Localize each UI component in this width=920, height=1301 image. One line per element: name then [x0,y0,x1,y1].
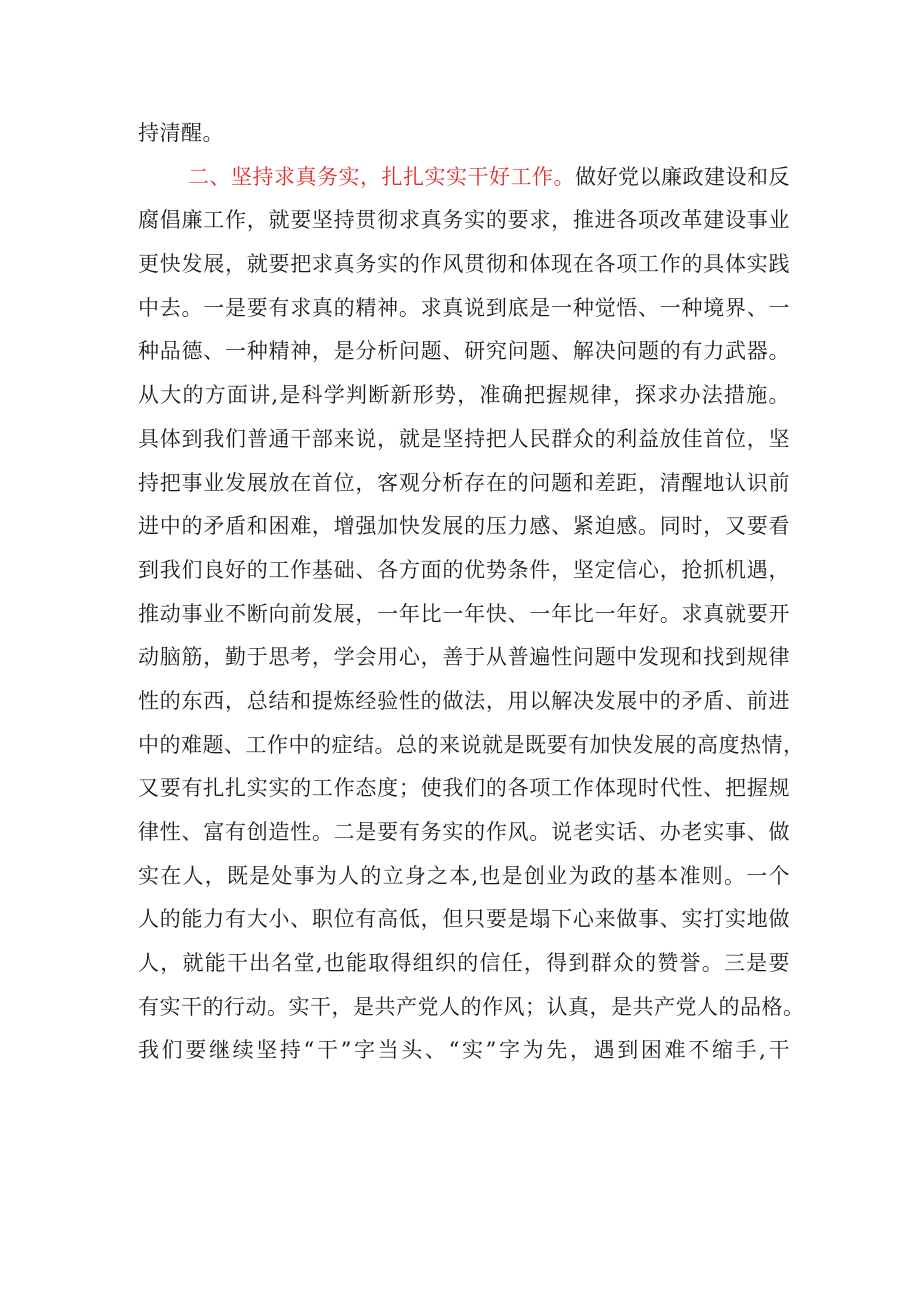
text-line: 中去。一是要有求真的精神。求真说到底是一种觉悟、一种境界、一 [138,295,790,320]
text-line: 推动事业不断向前发展，一年比一年快、一年比一年好。求真就要开 [138,601,790,626]
text-line: 到我们良好的工作基础、各方面的优势条件，坚定信心，抢抓机遇， [138,557,790,582]
text-line: 种品德、一种精神，是分析问题、研究问题、解决问题的有力武器。 [138,339,790,364]
text-line: 进中的矛盾和困难，增强加快发展的压力感、紧迫感。同时，又要看 [138,514,790,539]
text-line: 人，就能干出名堂,也能取得组织的信任，得到群众的赞誉。三是要 [138,951,790,976]
text-line: 律性、富有创造性。二是要有务实的作风。说老实话、办老实事、做 [138,820,790,844]
body-text [138,112,805,1073]
section-heading-continuation: 做好党以廉政建设和反 [575,164,790,189]
text-line: 实在人，既是处事为人的立身之本,也是创业为政的基本准则。一个 [138,863,790,888]
text-line: 更快发展，就要把求真务实的作风贯彻和体现在各项工作的具体实践 [138,252,790,277]
text-line: 又要有扎扎实实的工作态度；使我们的各项工作体现时代性、把握规 [138,776,790,801]
text-line: 有实干的行动。实干，是共产党人的作风；认真，是共产党人的品格。 [138,994,805,1019]
text-line: 动脑筋，勤于思考，学会用心，善于从普遍性问题中发现和找到规律 [138,645,790,670]
text-line: 人的能力有大小、职位有高低，但只要是塌下心来做事、实打实地做 [138,907,790,932]
section-heading-line [138,156,790,200]
text-line: 从大的方面讲,是科学判断新形势，准确把握规律，探求办法措施。 [138,383,790,408]
text-line: 中的难题、工作中的症结。总的来说就是既要有加快发展的高度热情， [138,732,805,757]
text-line: 具体到我们普通干部来说，就是坚持把人民群众的利益放佳首位，坚 [138,426,790,451]
text-line: 我们要继续坚持“干”字当头、“实”字为先，遇到困难不缩手,干 [138,1038,790,1063]
text-line: 腐倡廉工作，就要坚持贯彻求真务实的要求，推进各项改革建设事业 [138,208,790,233]
text-line: 持清醒。 [138,121,224,145]
text-line: 性的东西，总结和提炼经验性的做法，用以解决发展中的矛盾、前进 [138,688,790,713]
section-heading: 二、坚持求真务实，扎扎实实干好工作。 [188,164,575,189]
text-line: 持把事业发展放在首位，客观分析存在的问题和差距，清醒地认识前 [138,470,790,495]
